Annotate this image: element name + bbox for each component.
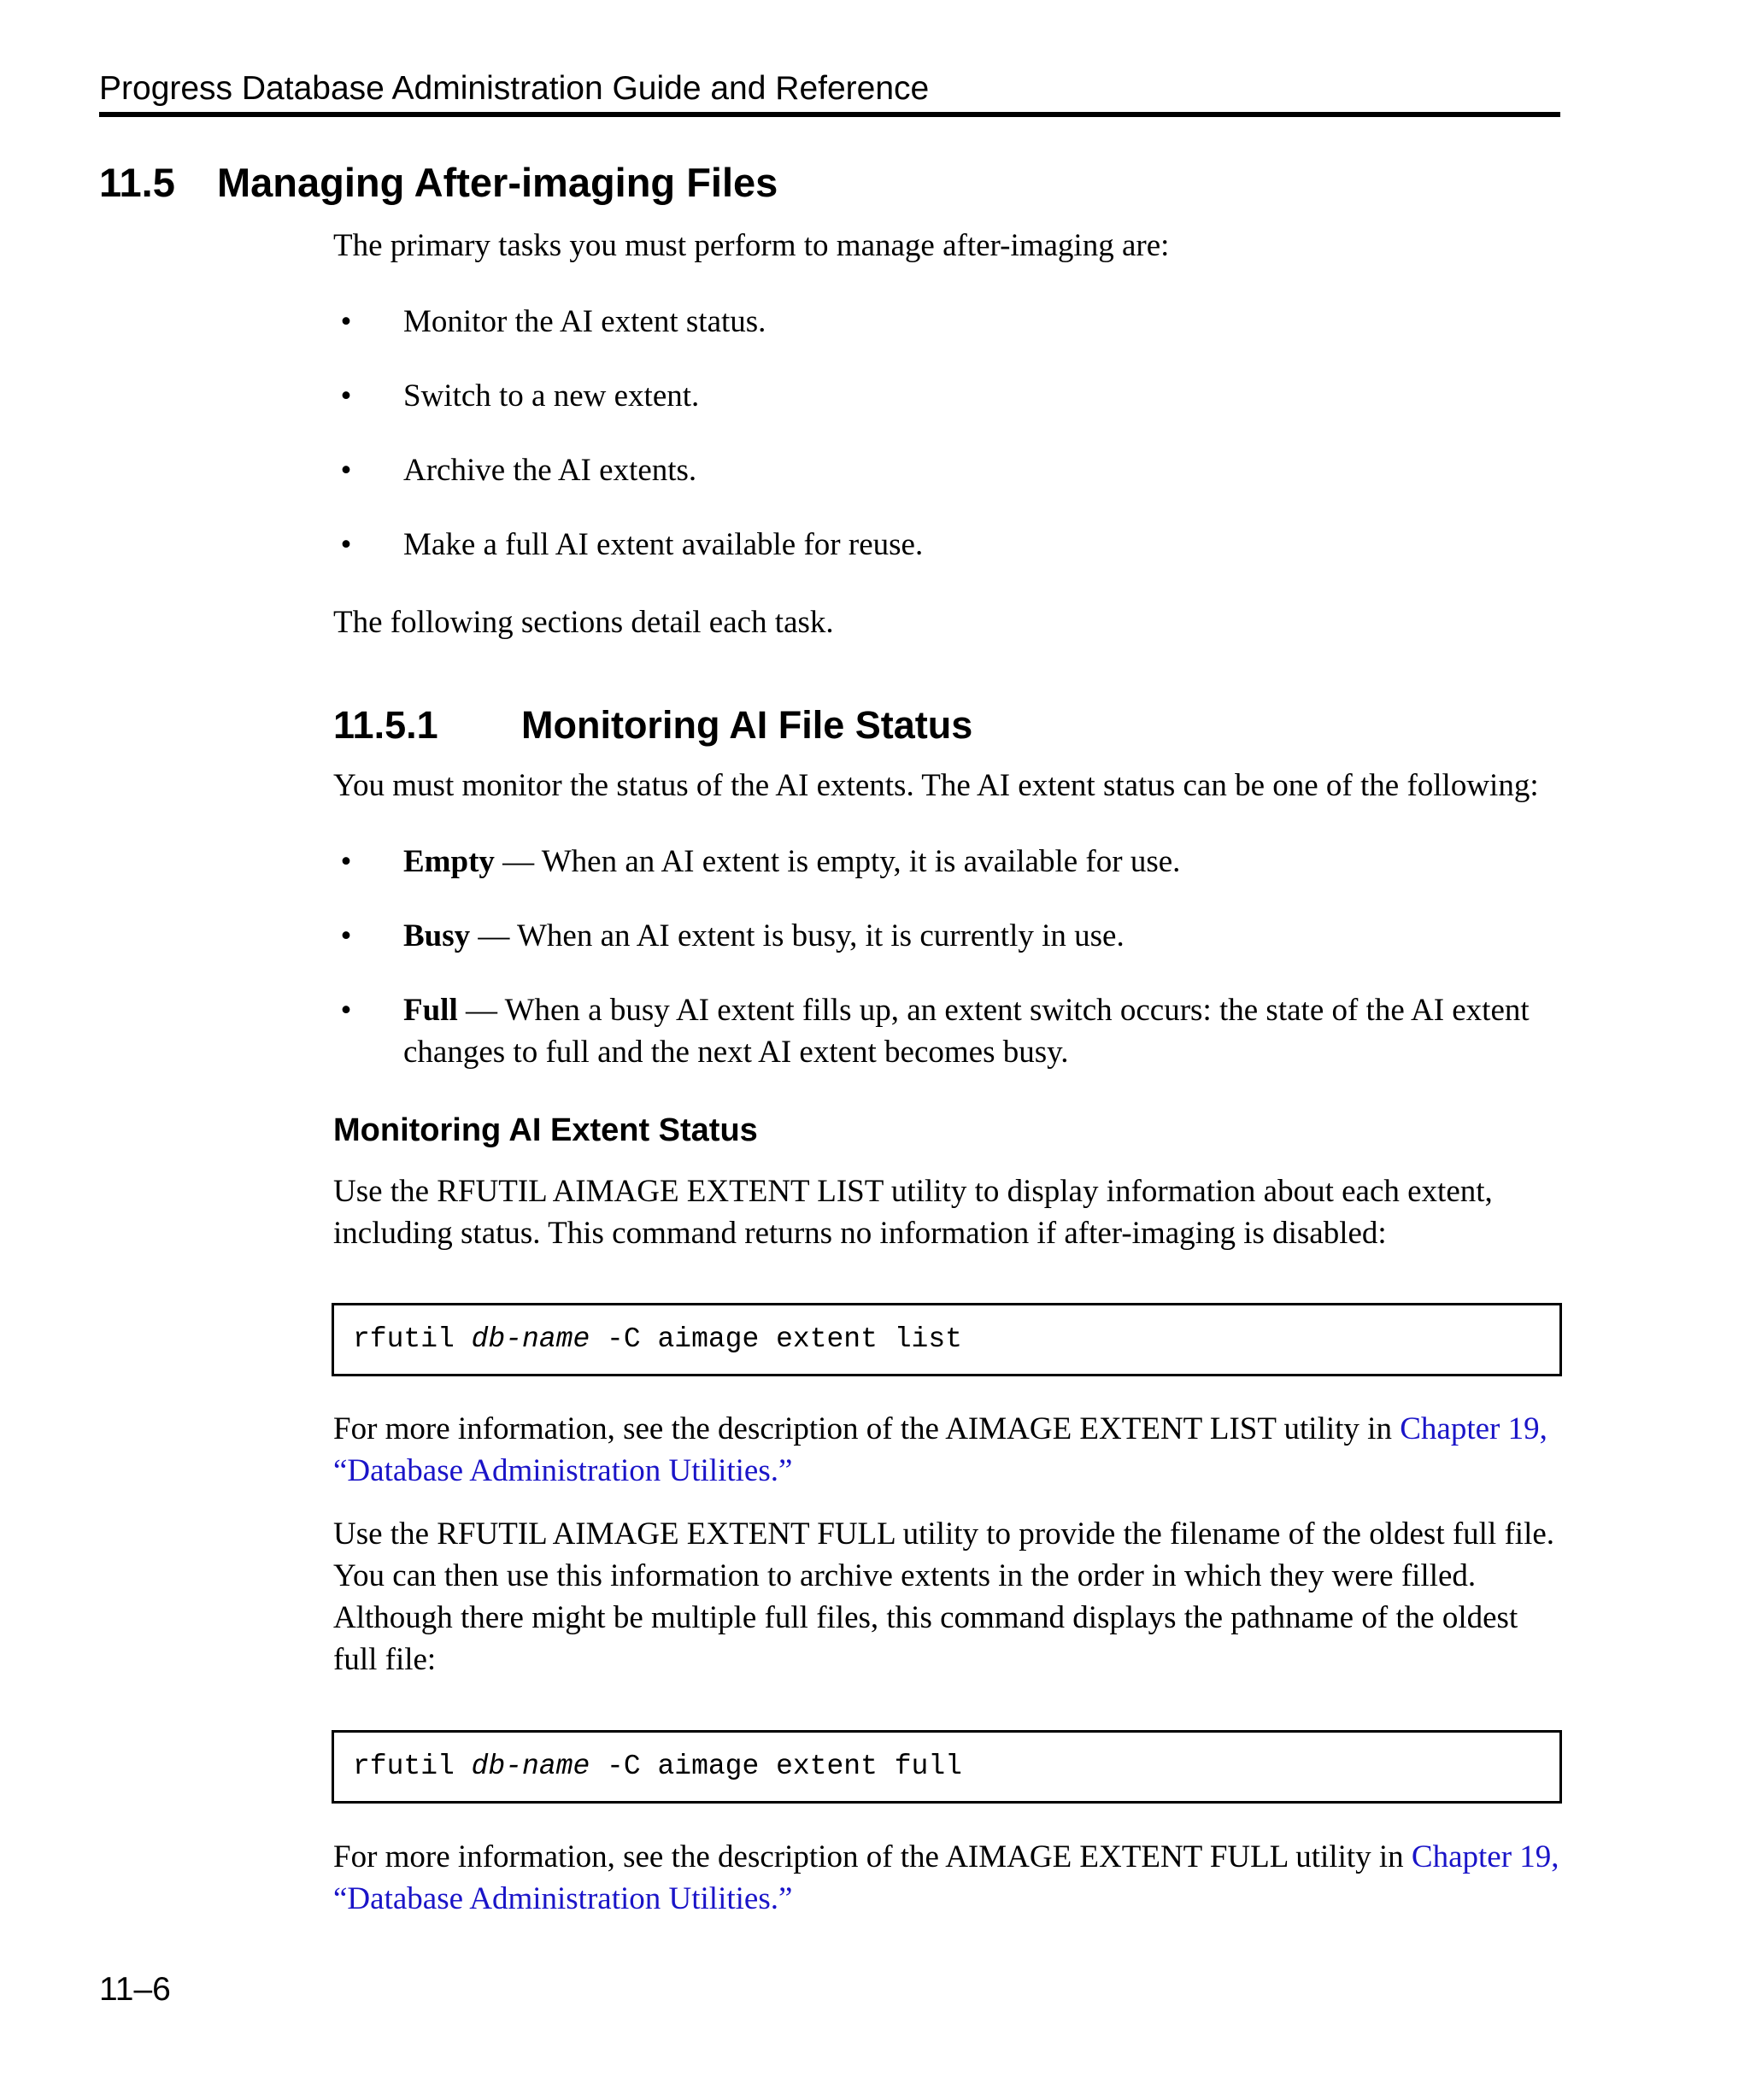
- code-block: rfutil db-name -C aimage extent list: [332, 1303, 1562, 1376]
- header-rule: [99, 112, 1560, 117]
- bullet-icon: •: [340, 918, 352, 953]
- list-item: • Busy — When an AI extent is busy, it is currently in use.: [333, 915, 1564, 957]
- status-term: Empty: [403, 844, 495, 879]
- list-item: • Empty — When an AI extent is empty, it is available for use.: [333, 841, 1564, 883]
- section-heading: [99, 157, 778, 208]
- bullet-icon: •: [340, 993, 352, 1028]
- bullet-icon: •: [340, 844, 352, 879]
- section-title: Managing After-imaging Files: [217, 160, 778, 205]
- paragraph: Use the RFUTIL AIMAGE EXTENT FULL utility to provide the filename of the oldest full file. You can then use this information to archive extents in the order in which they were filled. Although there might be multiple full files, this command displays the pathname of the oldest full file:: [333, 1516, 1555, 1677]
- paragraph: For more information, see the description of the AIMAGE EXTENT FULL utility in Chapter 19, “Database Administration Utilities.”: [333, 1839, 1559, 1916]
- task-list: [333, 301, 1564, 598]
- section-intro: The primary tasks you must perform to manage after-imaging are:: [333, 228, 1170, 263]
- status-term: Busy: [403, 918, 471, 953]
- subsection-intro: You must monitor the status of the AI extents. The AI extent status can be one of the following:: [333, 768, 1539, 803]
- list-item: • Full — When a busy AI extent fills up, an extent switch occurs: the state of the AI extent changes to full and the next AI extent becomes busy.: [333, 989, 1564, 1073]
- section-number: 11.5: [99, 160, 175, 205]
- list-item: • Monitor the AI extent status.: [333, 301, 1564, 343]
- paragraph: Use the RFUTIL AIMAGE EXTENT LIST utility to display information about each extent, including status. This command returns no information if after-imaging is disabled:: [333, 1174, 1493, 1251]
- code-block: rfutil db-name -C aimage extent full: [332, 1730, 1562, 1804]
- status-term: Full: [403, 993, 458, 1028]
- chapter-link[interactable]: Chapter 19, “Database Administration Utilities.”: [333, 1839, 1559, 1916]
- list-item: • Archive the AI extents.: [333, 449, 1564, 491]
- minor-heading: Monitoring AI Extent Status: [333, 1112, 758, 1148]
- running-header: Progress Database Administration Guide and Reference: [99, 70, 930, 107]
- list-item: • Make a full AI extent available for reuse.: [333, 524, 1564, 566]
- bullet-icon: •: [340, 453, 352, 488]
- subsection-heading: [333, 701, 972, 750]
- chapter-link[interactable]: Chapter 19, “Database Administration Utilities.”: [333, 1411, 1547, 1488]
- bullet-icon: •: [340, 527, 352, 562]
- section-outro: The following sections detail each task.: [333, 605, 834, 640]
- page-number: 11–6: [99, 1971, 171, 2008]
- bullet-icon: •: [340, 304, 352, 339]
- list-item: • Switch to a new extent.: [333, 375, 1564, 417]
- subsection-number: 11.5.1: [333, 703, 438, 747]
- bullet-icon: •: [340, 378, 352, 414]
- subsection-title: Monitoring AI File Status: [521, 703, 973, 747]
- status-list: [333, 841, 1564, 1106]
- paragraph: For more information, see the description of the AIMAGE EXTENT LIST utility in Chapter 19, “Database Administration Utilities.”: [333, 1411, 1547, 1488]
